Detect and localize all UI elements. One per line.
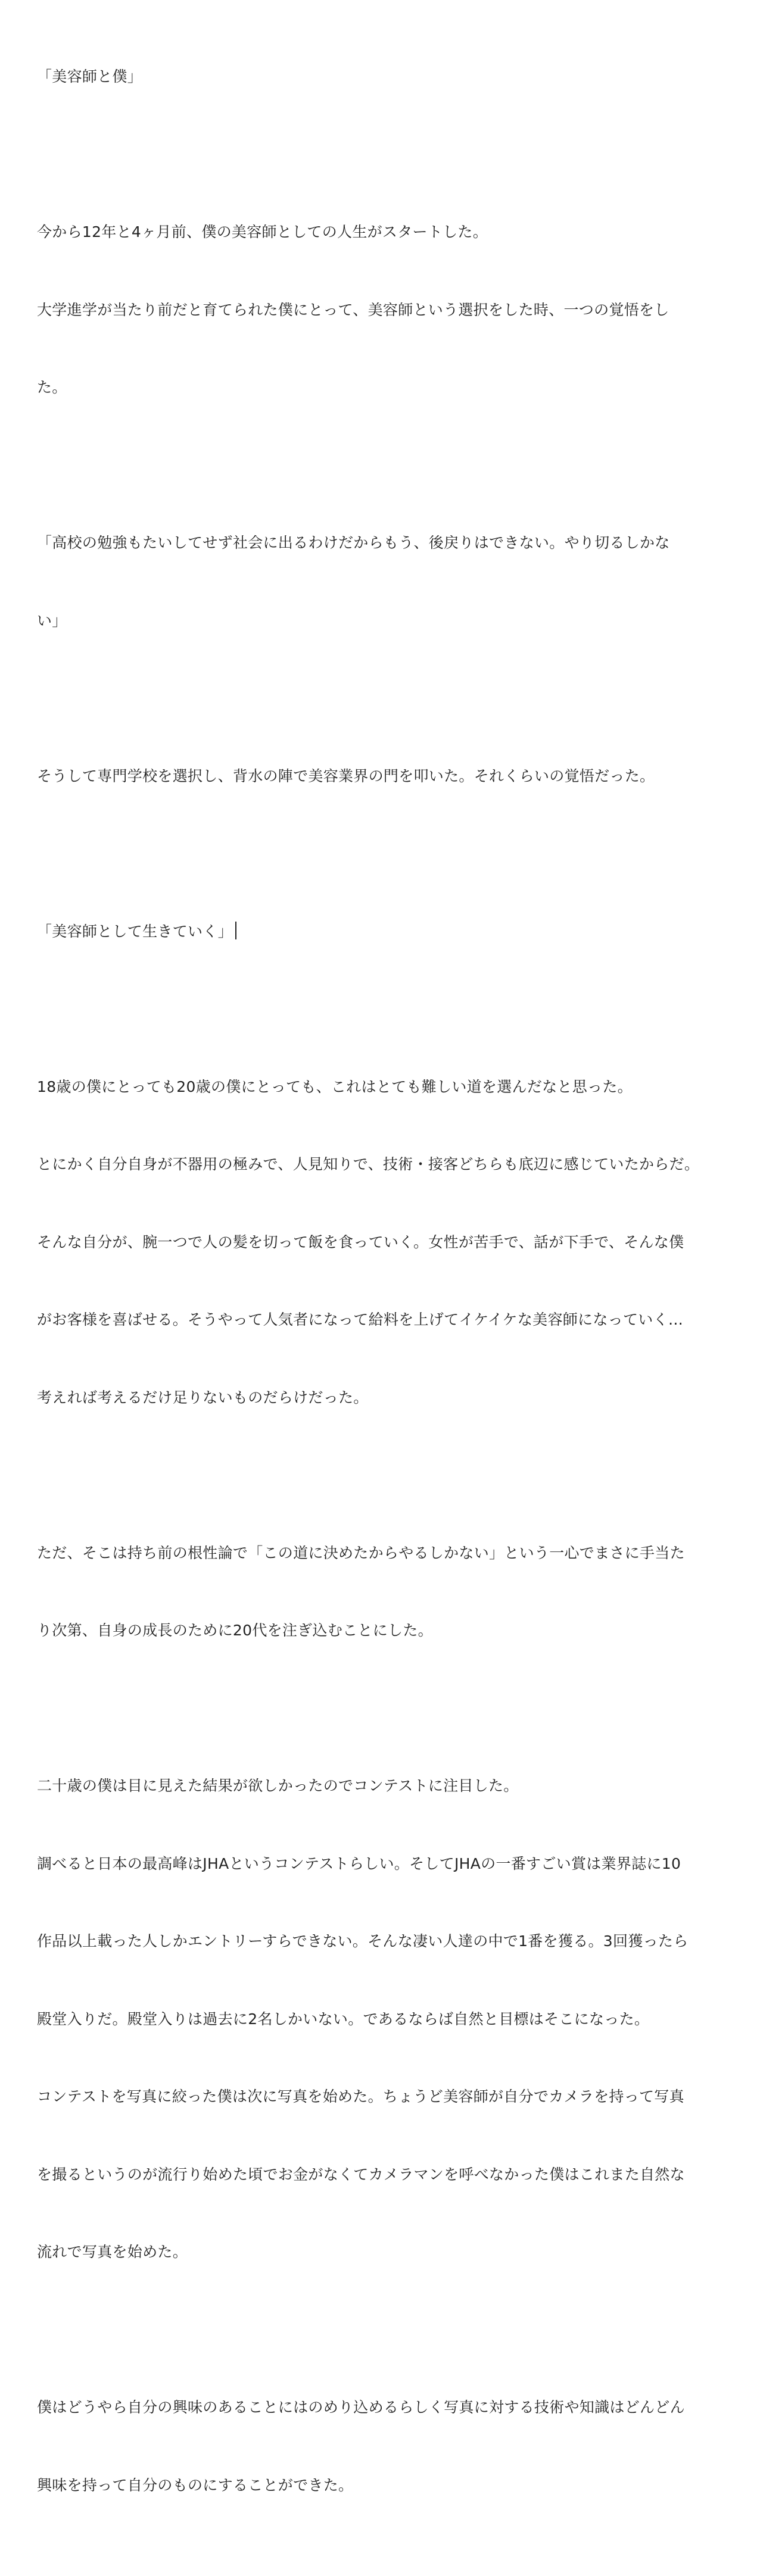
text-line: を撮るというのが流行り始めた頃でお金がなくてカメラマンを呼べなかった僕はこれまた自然な [37, 2165, 685, 2183]
paragraph [37, 1721, 749, 2317]
text-line: 二十歳の僕は目に見えた結果が欲しかったのでコンテストに注目した。 [37, 1777, 519, 1794]
text-line: 作品以上載った人しかエントリーすらできない。そんな凄い人達の中で1番を獲る。3回獲ったら [37, 1932, 689, 1950]
text-line: 僕はどうやら自分の興味のあることにはのめり込めるらしく写真に対する技術や知識はどんどん [37, 2399, 685, 2416]
text-line: そんな自分が、腕一つで人の髪を切って飯を食っていく。女性が苦手で、話が下手で、そんな僕 [37, 1233, 684, 1251]
text-line: 調べると日本の最高峰はJHAというコンテストらしい。そしてJHAの一番すごい賞は業界誌に10 [37, 1854, 681, 1872]
text-line: り次第、自身の成長のために20代を注ぎ込むことにした。 [37, 1622, 433, 1639]
text-line: い」 [37, 611, 67, 629]
text-line: 殿堂入りだ。殿堂入りは過去に2名しかいない。であるならば自然と目標はそこになった。 [37, 2010, 650, 2028]
text-line: た。 [37, 379, 67, 396]
text-line: 「高校の勉強もたいしてせず社会に出るわけだからもう、後戻りはできない。やり切るしかな [37, 534, 670, 551]
text-line: 流れで写真を始めた。 [37, 2243, 188, 2260]
text-cursor [235, 922, 236, 939]
essay-title [37, 12, 749, 142]
paragraph [37, 1022, 749, 1463]
text-line: コンテストを写真に絞った僕は次に写真を始めた。ちょうど美容師が自分でカメラを持って写真 [37, 2088, 684, 2105]
paragraph [37, 167, 749, 452]
text-line: 18歳の僕にとっても20歳の僕にとっても、これはとても難しい道を選んだなと思った。 [37, 1078, 633, 1095]
text-line: ただ、そこは持ち前の根性論で「この道に決めたからやるしかない」という一心でまさに手当た [37, 1544, 685, 1562]
text-line-with-cursor [37, 919, 749, 945]
paragraph [37, 867, 749, 997]
text-line: 興味を持って自分のものにすることができた。 [37, 2476, 354, 2494]
essay-document[interactable] [37, 12, 749, 2576]
text-line: とにかく自分自身が不器用の極みで、人見知りで、技術・接客どちらも底辺に感じていたからだ。 [37, 1156, 700, 1173]
text-line: そうして専門学校を選択し、背水の陣で美容業界の門を叩いた。それくらいの覚悟だった。 [37, 767, 655, 785]
text-line: がお客様を喜ばせる。そうやって人気者になって給料を上げてイケイケな美容師になっていく… [37, 1311, 684, 1328]
paragraph [37, 711, 749, 841]
paragraph [37, 478, 749, 685]
text-line: 考えれば考えるだけ足りないものだらけだった。 [37, 1388, 369, 1406]
text-line: 「美容師と僕」 [37, 68, 143, 85]
text-line: 「美容師として生きていく」 [37, 922, 233, 940]
text-line: 大学進学が当たり前だと育てられた僕にとって、美容師という選択をした時、一つの覚悟をし [37, 301, 669, 319]
paragraph [37, 2343, 749, 2550]
text-line: 今から12年と4ヶ月前、僕の美容師としての人生がスタートした。 [37, 223, 488, 241]
paragraph [37, 1488, 749, 1696]
